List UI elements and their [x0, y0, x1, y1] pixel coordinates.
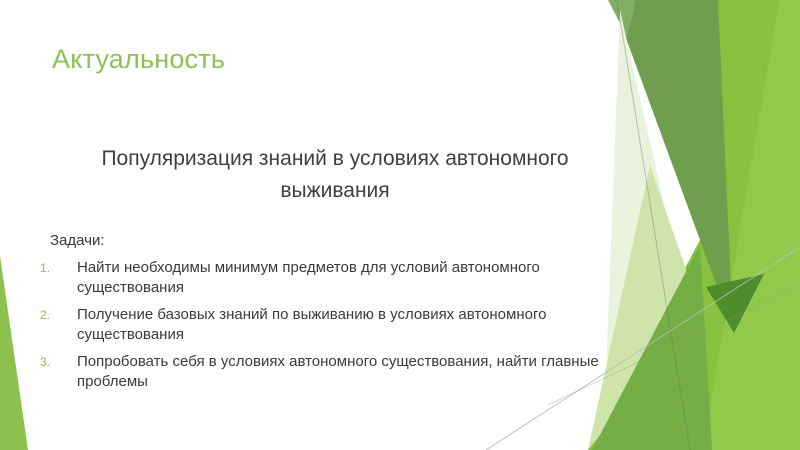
list-item-number: 1.	[40, 261, 51, 275]
list-item	[40, 352, 602, 392]
list-item-number: 3.	[40, 355, 51, 369]
task-list	[40, 258, 602, 399]
facet-left-wedge	[0, 256, 28, 450]
tasks-label: Задачи:	[50, 232, 105, 249]
list-item-text: Найти необходимы минимум предметов для условий автономного существования	[77, 259, 540, 296]
slide-subtitle: Популяризация знаний в условиях автономного выживания	[101, 147, 569, 202]
list-item	[40, 305, 602, 345]
list-item-text: Попробовать себя в условиях автономного существования, найти главные проблемы	[77, 353, 599, 390]
list-item	[40, 258, 602, 298]
slide-title: Актуальность	[52, 44, 226, 74]
list-item-number: 2.	[40, 308, 51, 322]
list-item-text: Получение базовых знаний по выживанию в условиях автономного существования	[77, 306, 547, 343]
